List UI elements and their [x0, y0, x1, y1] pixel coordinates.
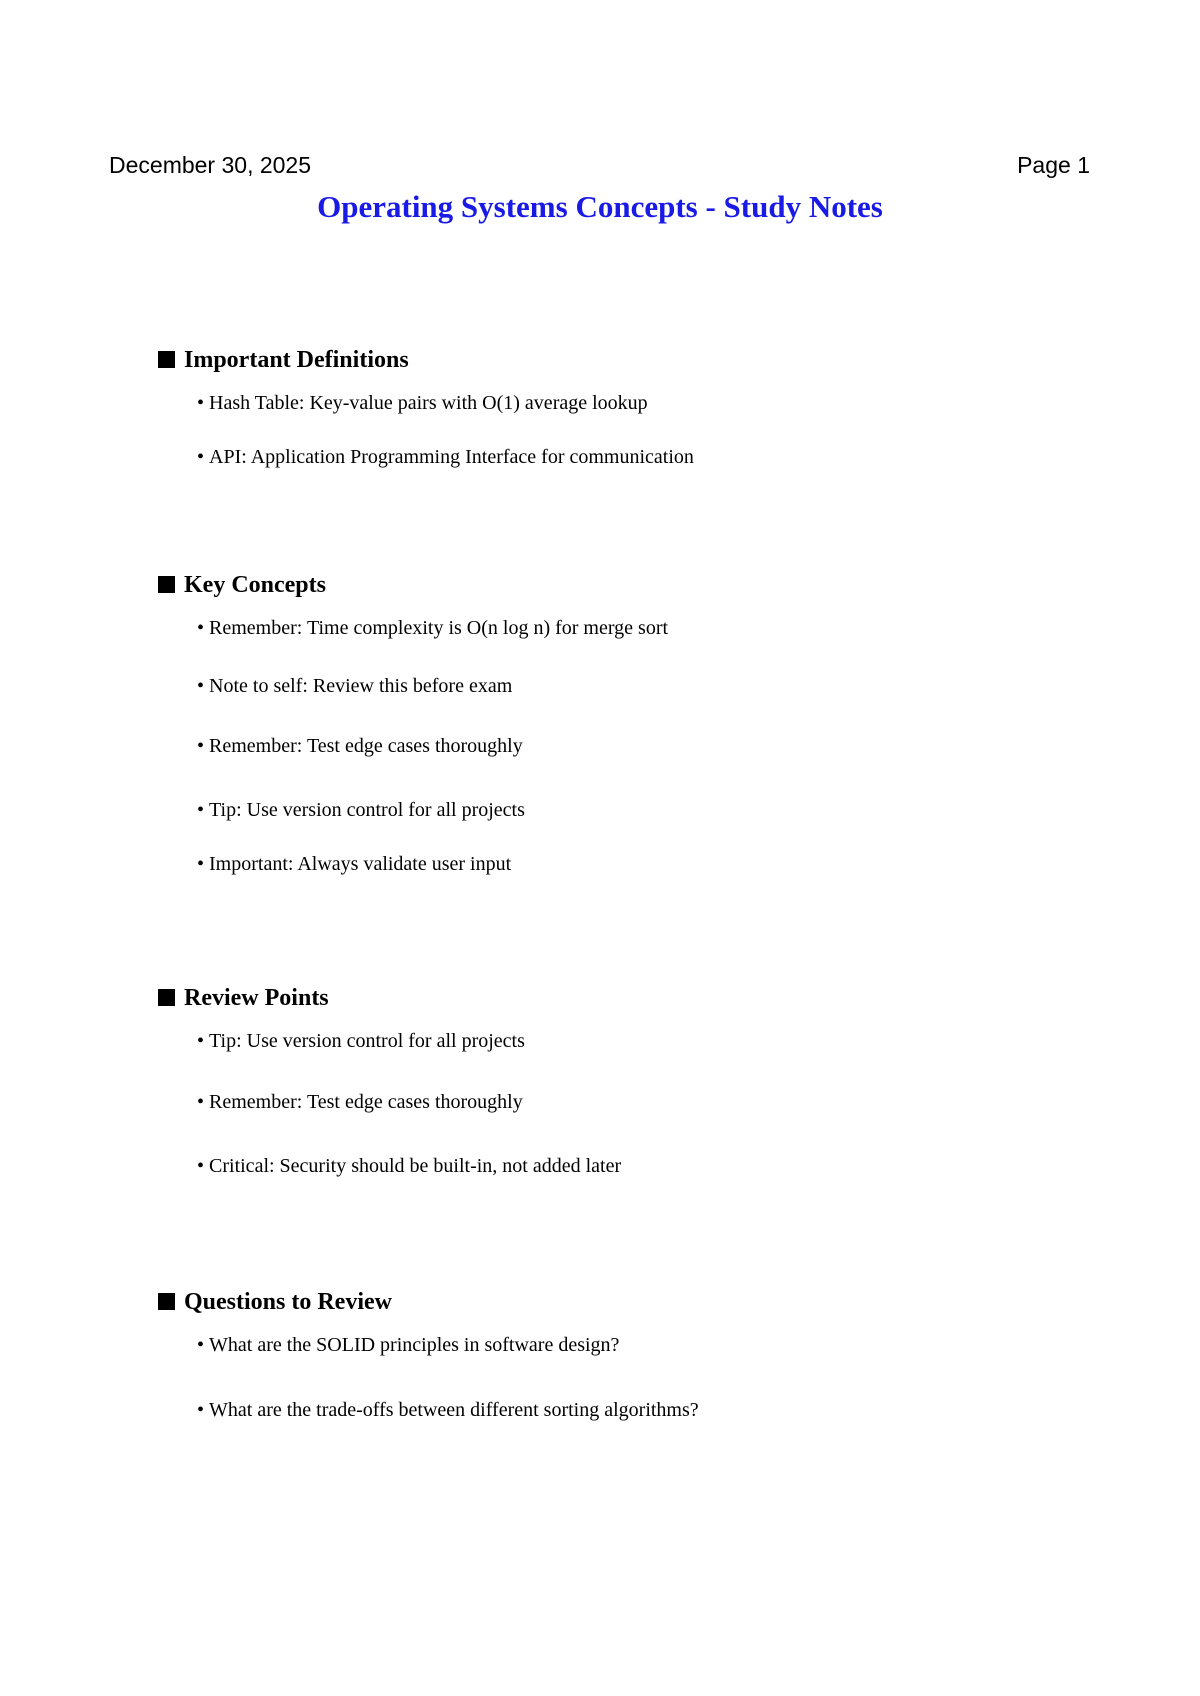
- bullet-icon: •: [197, 1030, 205, 1052]
- bullet-icon: •: [197, 675, 205, 697]
- list-item: [197, 733, 523, 759]
- section-heading-text: Important Definitions: [184, 347, 409, 373]
- section-heading-important-definitions: [158, 345, 409, 375]
- list-item: [197, 390, 648, 416]
- list-item-text: Remember: Time complexity is O(n log n) for merge sort: [209, 617, 669, 639]
- list-item-text: Hash Table: Key-value pairs with O(1) average lookup: [209, 392, 648, 414]
- bullet-icon: •: [197, 1334, 205, 1356]
- list-item: [197, 1153, 621, 1179]
- bullet-icon: •: [197, 1155, 205, 1177]
- section-heading-review-points: [158, 983, 329, 1013]
- list-item: [197, 1397, 699, 1423]
- list-item-text: Remember: Test edge cases thoroughly: [209, 1091, 523, 1113]
- bullet-icon: •: [197, 617, 205, 639]
- list-item: [197, 673, 512, 699]
- list-item: [197, 851, 511, 877]
- bullet-icon: •: [197, 446, 205, 468]
- list-item-text: What are the trade-offs between different sorting algorithms?: [209, 1399, 699, 1421]
- square-bullet-icon: [158, 351, 175, 368]
- list-item-text: Tip: Use version control for all projects: [209, 1030, 525, 1052]
- list-item: [197, 615, 668, 641]
- section-heading-key-concepts: [158, 570, 326, 600]
- square-bullet-icon: [158, 576, 175, 593]
- section-heading-text: Review Points: [184, 985, 329, 1011]
- bullet-icon: •: [197, 853, 205, 875]
- section-heading-text: Key Concepts: [184, 572, 326, 598]
- list-item-text: Tip: Use version control for all projects: [209, 799, 525, 821]
- page-title: Operating Systems Concepts - Study Notes: [317, 189, 883, 224]
- list-item-text: API: Application Programming Interface for communication: [209, 446, 694, 468]
- bullet-icon: •: [197, 799, 205, 821]
- list-item: [197, 1332, 619, 1358]
- square-bullet-icon: [158, 989, 175, 1006]
- list-item-text: Critical: Security should be built-in, not added later: [209, 1155, 622, 1177]
- list-item-text: Important: Always validate user input: [209, 853, 512, 875]
- list-item-text: Note to self: Review this before exam: [209, 675, 513, 697]
- list-item-text: Remember: Test edge cases thoroughly: [209, 735, 523, 757]
- section-heading-text: Questions to Review: [184, 1289, 392, 1315]
- section-heading-questions-to-review: [158, 1287, 392, 1317]
- list-item-text: What are the SOLID principles in software design?: [209, 1334, 620, 1356]
- bullet-icon: •: [197, 392, 205, 414]
- page-number: Page 1: [1017, 152, 1090, 178]
- list-item: [197, 1089, 523, 1115]
- bullet-icon: •: [197, 1091, 205, 1113]
- bullet-icon: •: [197, 1399, 205, 1421]
- header-date: December 30, 2025: [109, 152, 312, 178]
- bullet-icon: •: [197, 735, 205, 757]
- list-item: [197, 1028, 525, 1054]
- square-bullet-icon: [158, 1293, 175, 1310]
- list-item: [197, 797, 525, 823]
- list-item: [197, 444, 694, 470]
